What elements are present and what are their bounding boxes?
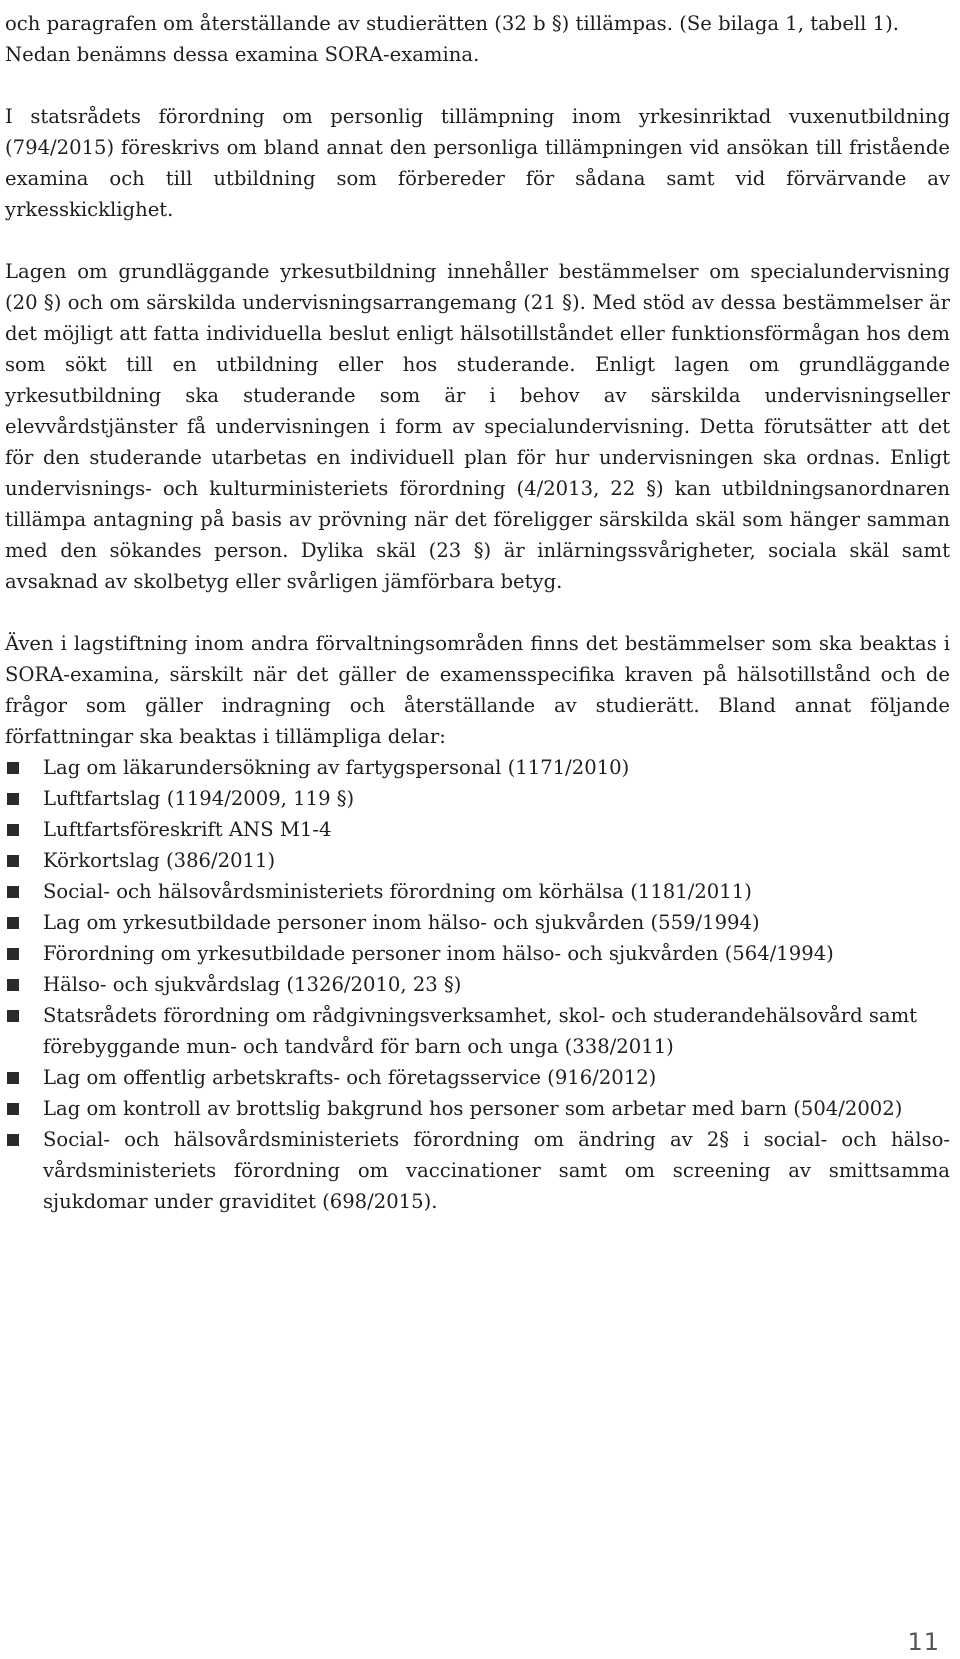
list-item	[5, 938, 950, 969]
square-bullet-icon	[7, 1103, 19, 1115]
paragraph-vuxenutbildning: I statsrådets förordning om personlig tillämpning inom yrkesinriktad vuxenutbildning (794/2015) föreskrivs om bland annat den personliga tillämpningen vid ansökan till fristående examina och till utbildning som förbereder för sådana samt vid förvärvande av yrkesskicklighet.	[5, 105, 950, 221]
square-bullet-icon	[7, 886, 19, 898]
list-item	[5, 752, 950, 783]
list-item	[5, 783, 950, 814]
square-bullet-icon	[7, 948, 19, 960]
list-item	[5, 1124, 950, 1217]
paragraph-yrkesutbildning: Lagen om grundläggande yrkesutbildning innehåller bestämmelser om specialundervisning (20 §) och om särskilda undervisningsarrangemang (21 §). Med stöd av dessa bestämmelser är det möjligt att fatta individuella beslut enligt hälsotillståndet eller funktionsförmågan hos dem som sökt till en utbildning eller hos studerande. Enligt lagen om grundläggande yrkesutbildning ska studerande som är i behov av särskilda undervisningseller elevvårdstjänster få undervisningen i form av specialundervisning. Detta förutsätter att det för den studerande utarbetas en individuell plan för hur undervisningen ska ordnas. Enligt undervisnings- och kulturministeriets förordning (4/2013, 22 §) kan utbildningsanordnaren tillämpa antagning på basis av prövning när det föreligger särskilda skäl som hänger samman med den sökandes person. Dylika skäl (23 §) är inlärningssvårigheter, sociala skäl samt avsaknad av skolbetyg eller svårligen jämförbara betyg.	[5, 260, 950, 593]
law-list	[5, 752, 950, 1217]
list-item	[5, 876, 950, 907]
paragraph-gap	[5, 225, 950, 256]
intro-paragraph	[5, 8, 950, 70]
page-number: 11	[907, 1628, 940, 1656]
list-item-text: Lag om offentlig arbetskrafts- och företagsservice (916/2012)	[43, 1066, 657, 1089]
paragraph-gap	[5, 70, 950, 101]
list-item	[5, 1062, 950, 1093]
square-bullet-icon	[7, 979, 19, 991]
list-item-text: Luftfartsföreskrift ANS M1-4	[43, 818, 332, 841]
list-item-text: Lag om läkarundersökning av fartygspersonal (1171/2010)	[43, 756, 630, 779]
list-item-text: Lag om yrkesutbildade personer inom hälso- och sjukvården (559/1994)	[43, 911, 760, 934]
list-item	[5, 845, 950, 876]
list-item-text: Körkortslag (386/2011)	[43, 849, 276, 872]
intro-line-2: Nedan benämns dessa examina SORA-examina.	[5, 43, 480, 66]
list-item	[5, 1000, 950, 1062]
list-item-text: Hälso- och sjukvårdslag (1326/2010, 23 §)	[43, 973, 462, 996]
paragraph-gap	[5, 597, 950, 628]
list-item-text: Lag om kontroll av brottslig bakgrund hos personer som arbetar med barn (504/2002)	[43, 1097, 903, 1120]
square-bullet-icon	[7, 793, 19, 805]
square-bullet-icon	[7, 762, 19, 774]
square-bullet-icon	[7, 1134, 19, 1146]
list-item	[5, 907, 950, 938]
list-item-text: Social- och hälsovårdsministeriets förordning om ändring av 2§ i social- och hälsovårdsministeriets förordning om vaccinationer samt om screening av smittsamma sjukdomar under graviditet (698/2015).	[43, 1128, 950, 1213]
list-item	[5, 814, 950, 845]
square-bullet-icon	[7, 855, 19, 867]
list-item-text: Förordning om yrkesutbildade personer inom hälso- och sjukvården (564/1994)	[43, 942, 834, 965]
paragraph-lagstiftning: Även i lagstiftning inom andra förvaltningsområden finns det bestämmelser som ska beaktas i SORA-examina, särskilt när det gäller de examensspecifika kraven på hälsotillstånd och de frågor som gäller indragning och återställande av studierätt. Bland annat följande författningar ska beaktas i tillämpliga delar:	[5, 632, 950, 748]
list-item-text: Luftfartslag (1194/2009, 119 §)	[43, 787, 355, 810]
square-bullet-icon	[7, 917, 19, 929]
square-bullet-icon	[7, 1072, 19, 1084]
list-item	[5, 969, 950, 1000]
list-item	[5, 1093, 950, 1124]
square-bullet-icon	[7, 1010, 19, 1022]
list-item-text: Social- och hälsovårdsministeriets förordning om körhälsa (1181/2011)	[43, 880, 752, 903]
square-bullet-icon	[7, 824, 19, 836]
intro-line-1: och paragrafen om återställande av studierätten (32 b §) tillämpas. (Se bilaga 1, tabell 1).	[5, 12, 900, 35]
list-item-text: Statsrådets förordning om rådgivningsverksamhet, skol- och studerandehälsovård samt förebyggande mun- och tandvård för barn och unga (338/2011)	[43, 1004, 918, 1058]
